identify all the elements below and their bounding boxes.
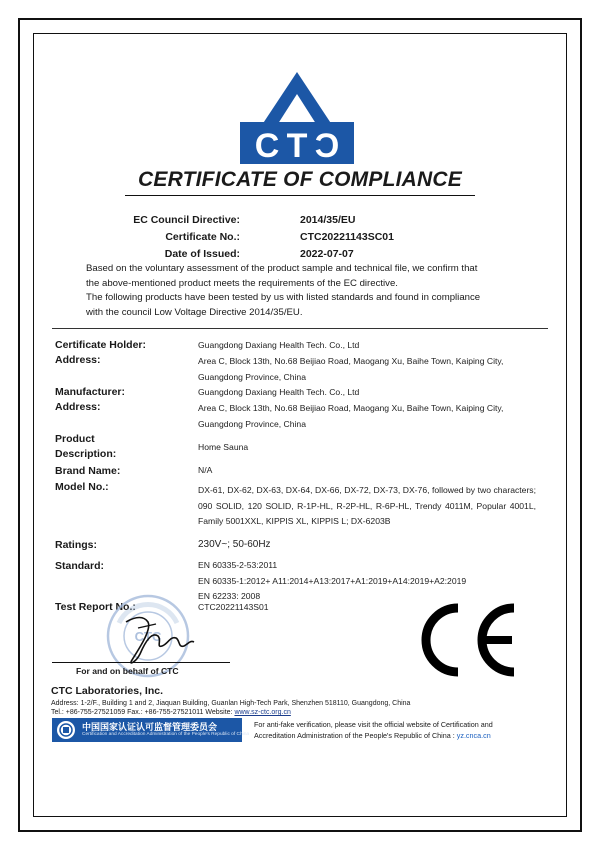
cnca-title-en: Certification and Accreditation Administration of the People's Republic of China xyxy=(82,732,250,737)
intro-line: with the council Low Voltage Directive 2014/35/EU. xyxy=(86,306,303,318)
ce-mark-icon xyxy=(412,600,522,680)
on-behalf-text: For and on behalf of CTC xyxy=(76,666,179,676)
svg-text:C: C xyxy=(314,127,340,165)
holder-name: Guangdong Daxiang Health Tech. Co., Ltd xyxy=(198,340,360,350)
model-label: Model No.: xyxy=(55,481,109,493)
company-name: CTC Laboratories, Inc. xyxy=(51,685,164,697)
certificate-no-label: Certificate No.: xyxy=(165,231,240,243)
report-value xyxy=(198,600,269,616)
certificate-title: CERTIFICATE OF COMPLIANCE xyxy=(138,168,462,191)
contact-info: Tel.: +86-755-27521059 Fax.: +86-755-27521011 Website: xyxy=(51,709,233,716)
brand-label: Brand Name: xyxy=(55,465,121,477)
title-underline xyxy=(125,195,475,196)
svg-text:T: T xyxy=(286,127,308,165)
company-address: Address: 1-2/F., Building 1 and 2, Jiaquan Building, Guanlan High-Tech Park, Shenzhen 518110, Guangdong, China xyxy=(51,700,411,707)
address-line: Area C, Block 13th, No.68 Beijiao Road, Maogang Xu, Baihe Town, Kaiping City, xyxy=(198,356,504,366)
manufacturer-label: Manufacturer: xyxy=(55,386,126,398)
report-number: CTC20221143S01 xyxy=(198,602,269,612)
model-list: DX-61, DX-62, DX-63, DX-64, DX-66, DX-72, DX-73, DX-76, followed by two characters; 090 SOLID, 120 SOLID, R-1P-HL, R-2P-HL, R-6P-HL, Trendy 4011M, Popular 4001L, Family 5001XXL, KIPPIS XL, KIPPIS L; DX-6203B xyxy=(198,485,536,526)
ratings-label: Ratings: xyxy=(55,539,97,551)
directive-label: EC Council Directive: xyxy=(133,214,240,226)
date-label: Date of Issued: xyxy=(164,248,240,260)
date-value: 2022-07-07 xyxy=(300,248,354,260)
intro-line: the above-mentioned product meets the requirements of the EC directive. xyxy=(86,277,398,289)
manufacturer-address-value xyxy=(198,401,503,432)
anti-fake-line xyxy=(254,731,493,742)
address-line: Area C, Block 13th, No.68 Beijiao Road, Maogang Xu, Baihe Town, Kaiping City, xyxy=(198,403,504,413)
brand-value xyxy=(198,463,212,479)
intro-paragraph xyxy=(86,262,526,320)
manufacturer-name: Guangdong Daxiang Health Tech. Co., Ltd xyxy=(198,387,360,397)
holder-value xyxy=(198,338,359,354)
holder-label: Certificate Holder: xyxy=(55,339,147,351)
cnca-banner xyxy=(52,718,250,742)
product-label xyxy=(55,432,116,462)
svg-text:CTC: CTC xyxy=(134,629,162,644)
holder-address-value xyxy=(198,354,503,385)
manufacturer-address-label: Address: xyxy=(55,401,101,413)
website-link[interactable]: www.sz-ctc.org.cn xyxy=(234,709,291,716)
model-value xyxy=(198,483,536,530)
brand-name: N/A xyxy=(198,465,213,475)
address-line: Guangdong Province, China xyxy=(198,371,306,382)
address-line: Guangdong Province, China xyxy=(198,418,306,429)
certificate-no-value: CTC20221143SC01 xyxy=(300,231,394,243)
ratings-text: 230V~; 50-60Hz xyxy=(198,539,271,550)
standard-label: Standard: xyxy=(55,560,105,572)
section-divider xyxy=(52,328,548,329)
signature xyxy=(118,610,198,666)
product-label-line: Description: xyxy=(55,448,117,460)
standard-line: EN 60335-1:2012+ A11:2014+A13:2017+A1:2019+A14:2019+A2:2019 xyxy=(198,575,467,586)
product-description: Home Sauna xyxy=(198,442,249,452)
intro-line: The following products have been tested by us with listed standards and found in compliance xyxy=(86,292,481,303)
product-value xyxy=(198,440,248,456)
company-address-block xyxy=(51,699,410,717)
standard-line: EN 60335-2-53:2011 xyxy=(198,560,278,570)
signature-line xyxy=(52,662,230,663)
directive-value: 2014/35/EU xyxy=(300,214,356,226)
cnca-title-cn: 中国国家认证认可监督管理委员会 xyxy=(82,722,218,732)
anti-fake-line: For anti-fake verification, please visit the official website of Certification and xyxy=(254,720,493,729)
holder-address-label: Address: xyxy=(55,354,101,366)
company-contact xyxy=(51,708,410,717)
standard-value xyxy=(198,558,466,605)
ratings-value xyxy=(198,537,271,553)
ctc-logo xyxy=(236,72,358,168)
anti-fake-notice xyxy=(254,720,493,741)
standard-line: EN 62233: 2008 xyxy=(198,591,261,601)
intro-line: Based on the voluntary assessment of the product sample and technical file, we confirm that xyxy=(86,263,478,274)
manufacturer-value xyxy=(198,385,359,401)
verification-link[interactable]: yz.cnca.cn xyxy=(456,730,491,740)
anti-fake-text: Accreditation Administration of the People's Republic of China : xyxy=(254,730,455,740)
report-label: Test Report No.: xyxy=(55,601,136,613)
svg-text:C: C xyxy=(254,127,280,165)
cnca-emblem-icon xyxy=(56,720,76,740)
product-label-line: Product xyxy=(55,433,95,445)
